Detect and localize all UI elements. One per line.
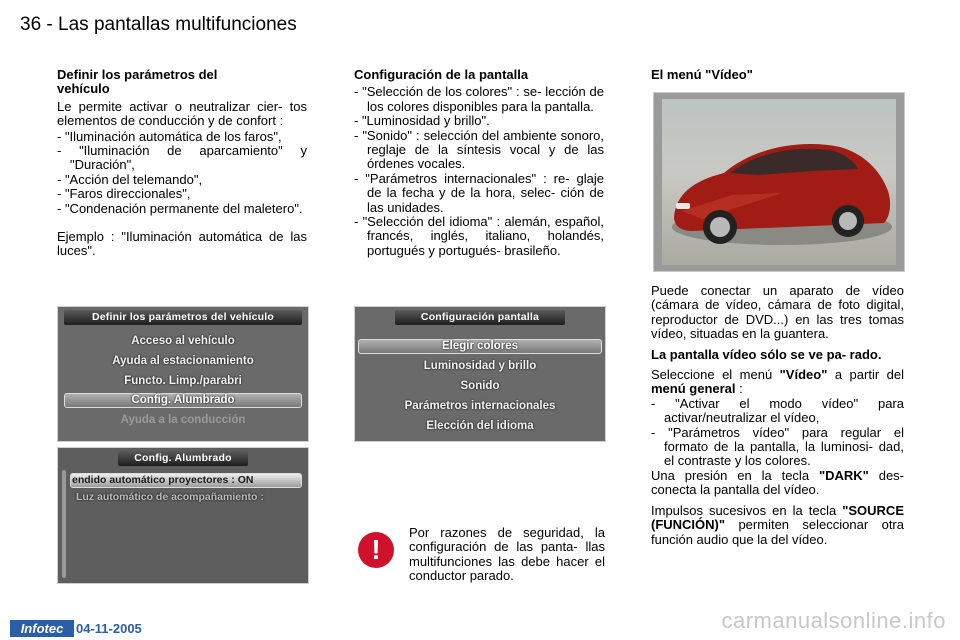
list-item: - "Iluminación de aparcamiento" y "Duración", — [57, 143, 307, 173]
screen-title: Configuración pantalla — [395, 310, 565, 325]
menu-item: Elección del idioma — [426, 420, 534, 432]
page-number: 36 — [20, 14, 42, 35]
screenshot-lighting-config — [57, 447, 309, 584]
intro-paragraph: Le permite activar o neutralizar cier- tos elementos de conducción y de confort : — [57, 98, 307, 129]
safety-warning — [354, 526, 606, 584]
list-item: - "Sonido" : selección del ambiente sonoro, reglaje de la síntesis vocal y de las órdenes vocales. — [354, 127, 604, 172]
list-item: - "Parámetros vídeo" para regular el formato de la pantalla, la luminosi- dad, el contraste y los colores. — [651, 424, 904, 469]
paragraph-bold: La pantalla vídeo sólo se ve pa- rado. — [651, 346, 882, 362]
paragraph: Impulsos sucesivos en la tecla "SOURCE (FUNCIÓN)" permiten seleccionar otra función audio que la del vídeo. — [651, 502, 904, 547]
screenshot-screen-config-menu — [354, 306, 606, 442]
menu-item: Luminosidad y brillo — [423, 360, 537, 372]
list-item: - "Parámetros internacionales" : re- glaje de la fecha y de la hora, selec- ción de las unidades. — [354, 170, 604, 215]
column-video-menu — [651, 284, 904, 547]
list-item: - "Faros direccionales", — [57, 186, 191, 202]
menu-item: Sonido — [460, 380, 500, 392]
infotec-logo: Infotec — [10, 620, 74, 637]
list-item: - "Luminosidad y brillo". — [354, 113, 490, 129]
menu-item: Functo. Limp./parabri — [124, 375, 242, 387]
menu-item: Ayuda al estacionamiento — [112, 355, 254, 367]
watermark: carmanualsonline.info — [721, 608, 946, 633]
list-item: - "Selección de los colores" : se- lección de los colores disponibles para la pantalla. — [354, 84, 604, 114]
video-screen-photo — [653, 92, 905, 272]
list-item: - "Activar el modo vídeo" para activar/neutralizar el vídeo, — [651, 395, 904, 426]
menu-item: Ayuda a la conducción — [120, 414, 246, 426]
scrollbar — [62, 470, 66, 578]
list-item: - "Acción del telemando", — [57, 171, 203, 187]
list-item: - "Selección del idioma" : alemán, español, francés, inglés, italiano, holandés, portugués y portugués- brasileño. — [354, 214, 604, 258]
section-heading-video: El menú "Vídeo" — [651, 67, 753, 82]
section-heading: Definir los parámetros del vehículo — [57, 67, 218, 97]
screenshot-vehicle-parameters-menu — [57, 306, 309, 442]
menu-item: Luz automático de acompañamiento : — [76, 491, 264, 503]
menu-item: Parámetros internacionales — [404, 400, 556, 412]
screen-title: Config. Alumbrado — [118, 451, 248, 466]
column-screen-config — [354, 68, 604, 258]
menu-item: Acceso al vehículo — [131, 335, 235, 347]
menu-item-selected: Config. Alumbrado — [131, 394, 235, 406]
page-title: Las pantallas multifunciones — [58, 14, 297, 35]
warning-text: Por razones de seguridad, la configuración de las panta- llas multifunciones las debe hacer el conductor parado. — [409, 525, 605, 584]
example-paragraph: Ejemplo : "Iluminación automática de las luces". — [57, 229, 307, 259]
paragraph: Puede conectar un aparato de vídeo (cámara de vídeo, cámara de foto digital, reproductor de DVD...) en las tres tomas vídeo, situadas en la guantera. — [651, 283, 904, 342]
list-item: - "Iluminación automática de los faros", — [57, 128, 282, 144]
paragraph: Una presión en la tecla "DARK" des- conecta la pantalla del vídeo. — [651, 467, 904, 498]
car-illustration — [662, 99, 896, 265]
column-vehicle-parameters — [57, 68, 307, 259]
car-image — [662, 99, 896, 265]
paragraph: Seleccione el menú "Vídeo" a partir del menú general : — [651, 367, 904, 397]
header-separator: - — [46, 14, 53, 35]
section-heading: Configuración de la pantalla — [354, 67, 529, 82]
menu-item-selected: Elegir colores — [441, 340, 519, 352]
list-item: - "Condenación permanente del maletero". — [57, 200, 303, 216]
menu-item-selected: endido automático proyectores : ON — [72, 474, 254, 486]
screen-title: Definir los parámetros del vehículo — [64, 310, 302, 325]
footer-date: 04-11-2005 — [76, 621, 142, 636]
page-header — [20, 14, 297, 36]
warning-icon: ! — [358, 532, 394, 568]
